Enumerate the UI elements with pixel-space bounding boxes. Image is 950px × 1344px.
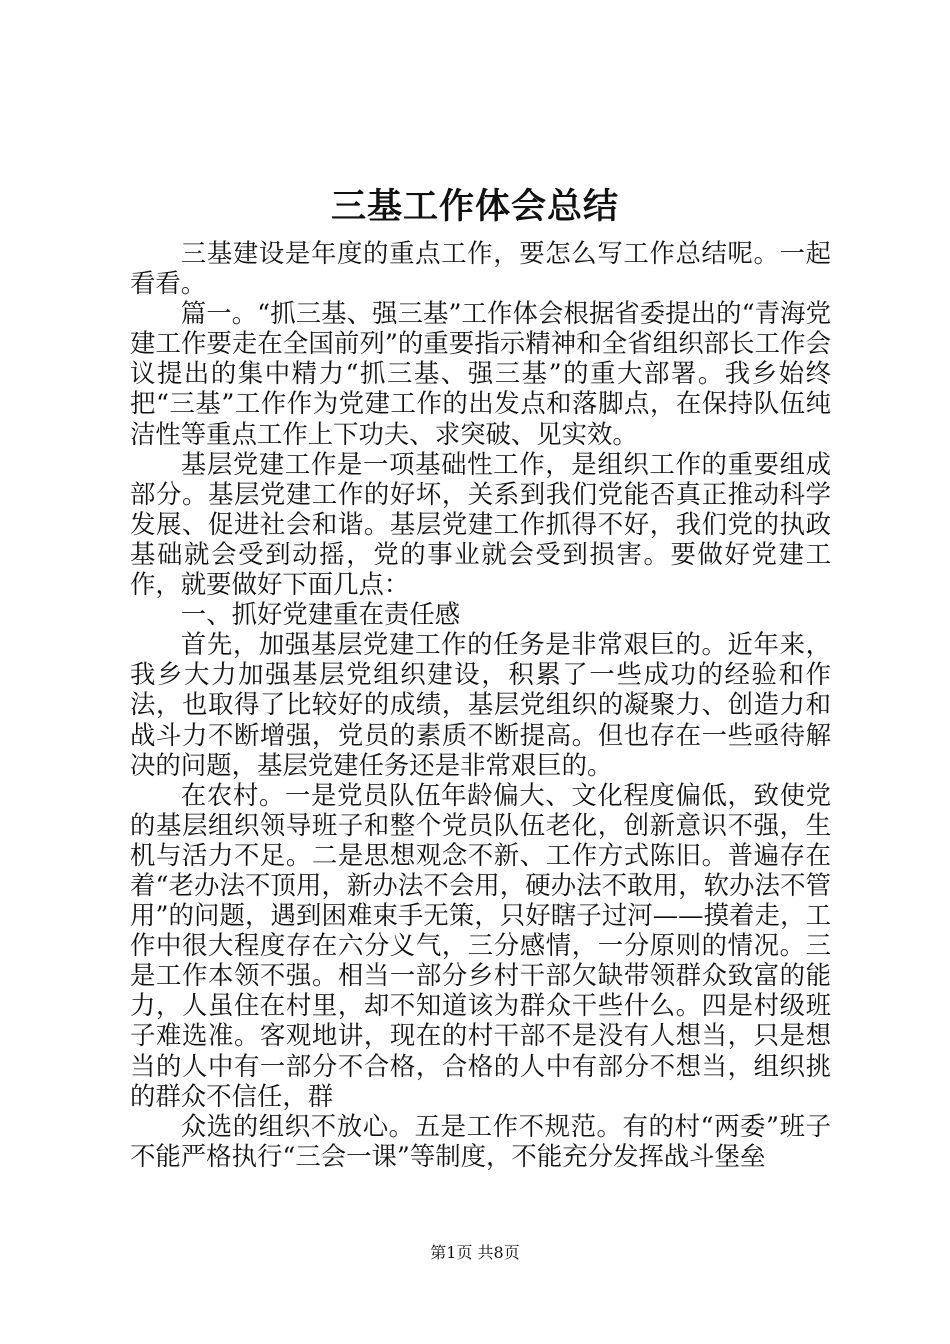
paragraph-grassroots: 基层党建工作是一项基础性工作，是组织工作的重要组成部分。基层党建工作的好坏，关系到我们党能否真正推动科学发展、促进社会和谐。基层党建工作抓得不好，我们党的执政基础就会受到动摇，党的事业就会受到损害。要做好党建工作，就要做好下面几点： [130, 448, 831, 600]
page-footer: 第1页 共8页 [430, 1243, 520, 1262]
paragraph-rural: 在农村。一是党员队伍年龄偏大、文化程度偏低，致使党的基层组织领导班子和整个党员队伍老化，创新意识不强，生机与活力不足。二是思想观念不新、工作方式陈旧。普遍存在着“老办法不顶用，新办法不会用，硬办法不敢用，软办法不管用”的问题，遇到困难束手无策，只好瞎子过河——摸着走，工作中很大程度存在六分义气，三分感情，一分原则的情况。三是工作本领不强。相当一部分乡村干部欠缺带领群众致富的能力，人虽住在村里，却不知道该为群众干些什么。四是村级班子难选准。客观地讲，现在的村干部不是没有人想当，只是想当的人中有一部分不合格，合格的人中有部分不想当，组织挑的群众不信任，群 [130, 779, 831, 1111]
paragraph-intro: 三基建设是年度的重点工作，要怎么写工作总结呢。一起看看。 [130, 238, 831, 299]
document-body [130, 238, 831, 1171]
document-title: 三基工作体会总结 [330, 186, 619, 227]
section-heading-responsibility: 一、抓好党建重在责任感 [180, 599, 461, 630]
paragraph-first: 首先，加强基层党建工作的任务是非常艰巨的。近年来，我乡大力加强基层党组织建设，积累了一些成功的经验和作法，也取得了比较好的成绩，基层党组织的凝聚力、创造力和战斗力不断增强，党员的素质不断提高。但也存在一些亟待解决的问题，基层党建任务还是非常艰巨的。 [130, 629, 831, 780]
paragraph-part-one: 篇一。“抓三基、强三基”工作体会根据省委提出的“青海党建工作要走在全国前列”的重要指示精神和全省组织部长工作会议提出的集中精力“抓三基、强三基”的重大部署。我乡始终把“三基”工作作为党建工作的出发点和落脚点，在保持队伍纯洁性等重点工作上下功夫、求突破、见实效。 [130, 298, 831, 449]
paragraph-continued: 众选的组织不放心。五是工作不规范。有的村“两委”班子不能严格执行“三会一课”等制度，不能充分发挥战斗堡垒 [130, 1110, 831, 1171]
